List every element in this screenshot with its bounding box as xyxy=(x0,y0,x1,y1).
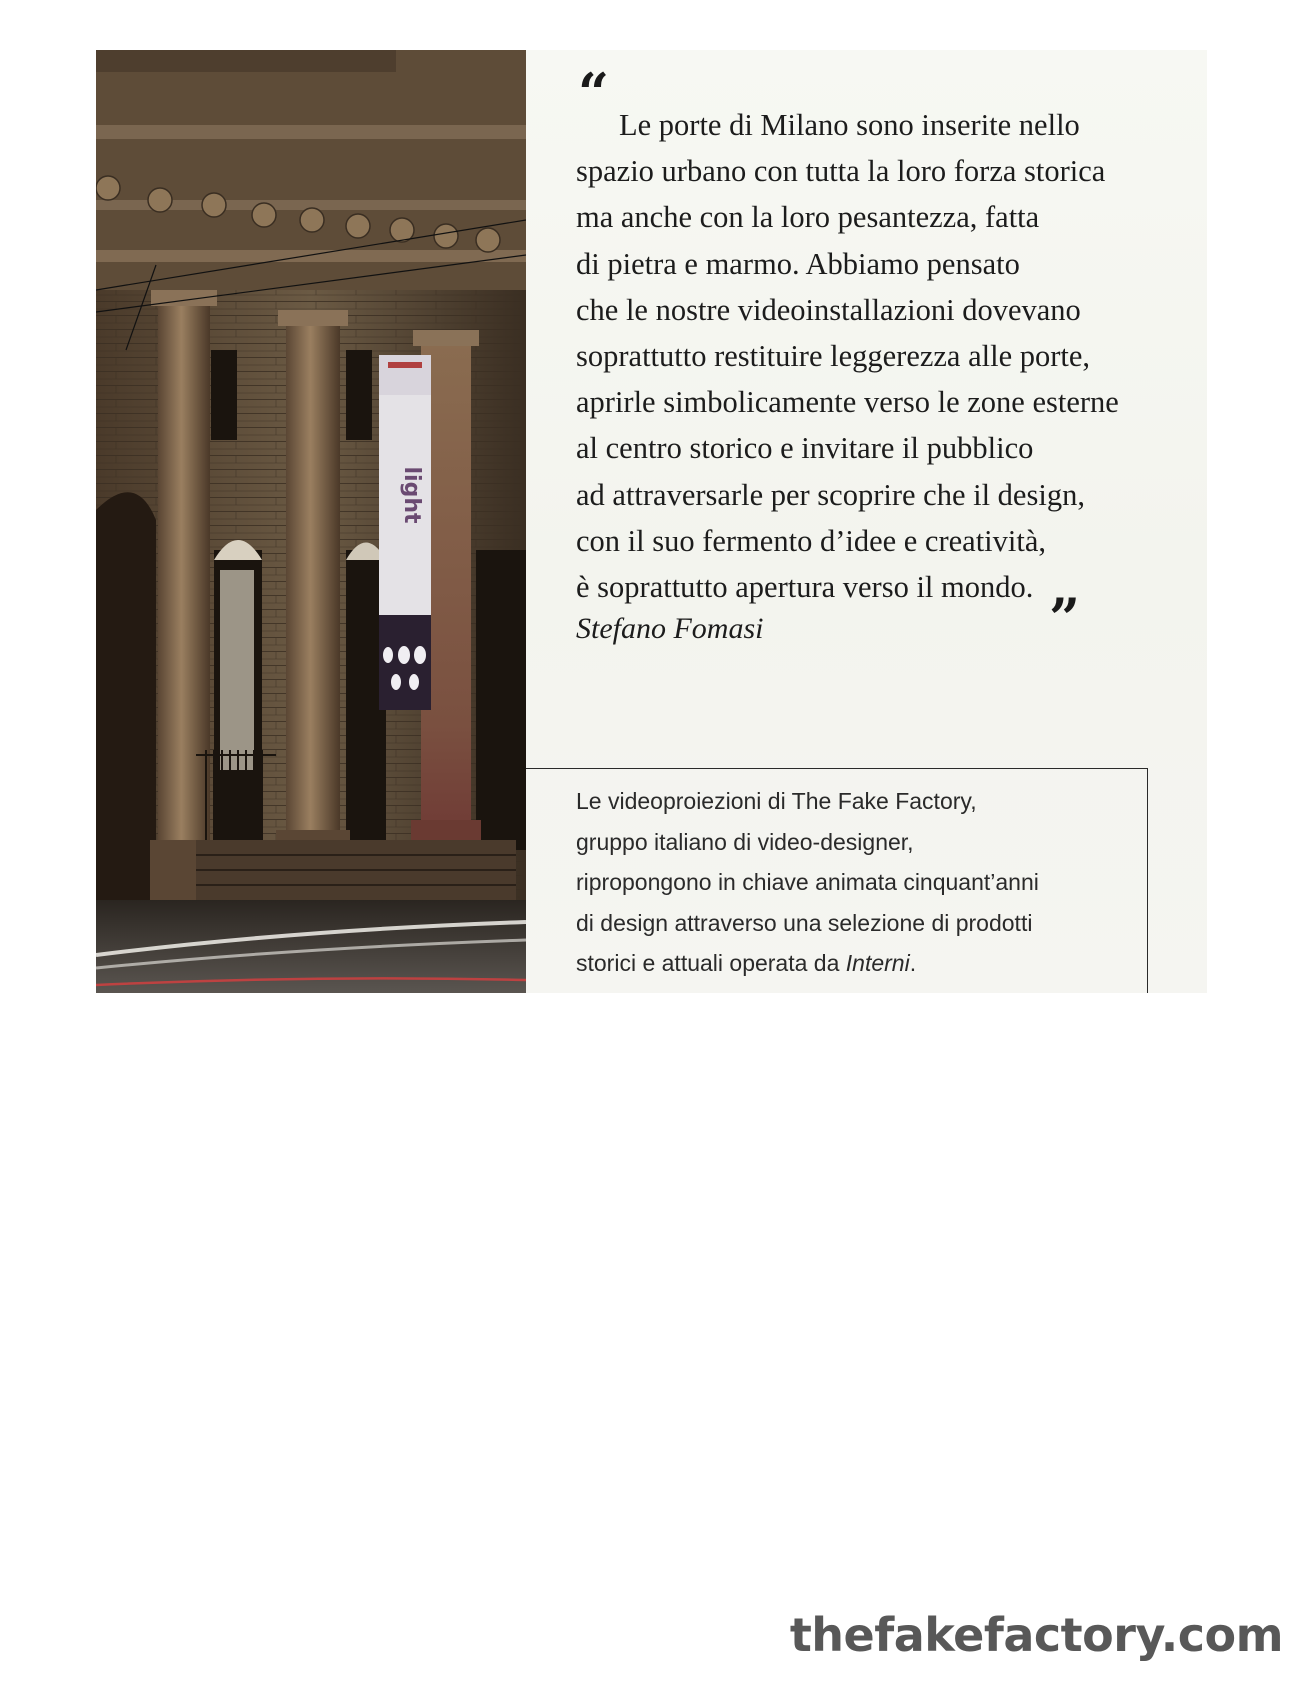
quote-line: è soprattutto apertura verso il mondo. xyxy=(576,569,1034,604)
caption-line: Le videoproiezioni di The Fake Factory, xyxy=(576,788,977,814)
caption-magazine-name: Interni xyxy=(845,950,910,976)
quote-line: Le porte di Milano sono inserite nello xyxy=(619,108,1080,142)
banner-text: light xyxy=(399,466,424,524)
caption-text xyxy=(576,781,1039,984)
quote-line: ma anche con la loro pesantezza, fatta xyxy=(576,200,1040,235)
caption-line xyxy=(576,943,1039,984)
quote-line: che le nostre videoinstallazioni dovevano xyxy=(576,292,1081,327)
columns xyxy=(150,290,481,900)
caption-last-line-prefix: storici e attuali operata da xyxy=(576,950,846,976)
magazine-page-scan xyxy=(96,50,1207,993)
quote-line: con il suo fermento d’idee e creatività, xyxy=(576,523,1047,558)
caption-last-line-suffix: . xyxy=(909,950,917,976)
quote-line: al centro storico e invitare il pubblico xyxy=(576,431,1034,466)
quote-line: aprirle simbolicamente verso le zone esterne xyxy=(576,385,1119,420)
quote-text xyxy=(576,102,1119,610)
quote-author: Stefano Fomasi xyxy=(576,612,764,645)
quote-line: soprattutto restituire leggerezza alle porte, xyxy=(576,338,1091,373)
quote-line: spazio urbano con tutta la loro forza storica xyxy=(576,154,1106,189)
quote-line: ad attraversarle per scoprire che il design, xyxy=(576,477,1085,512)
quote-line: di pietra e marmo. Abbiamo pensato xyxy=(576,246,1020,281)
exhibition-banner xyxy=(379,355,431,710)
close-quote-mark: ” xyxy=(1049,586,1075,650)
caption-line: di design attraverso una selezione di prodotti xyxy=(576,909,1033,936)
caption-line: ripropongono in chiave animata cinquant’anni xyxy=(576,869,1039,895)
footer-website: thefakefactory.com xyxy=(789,1608,1283,1662)
photo-city-gate-night xyxy=(96,50,526,993)
open-quote-mark: “ xyxy=(578,61,604,125)
caption-line: gruppo italiano di video-designer, xyxy=(576,828,914,855)
caption-box xyxy=(526,768,1148,993)
